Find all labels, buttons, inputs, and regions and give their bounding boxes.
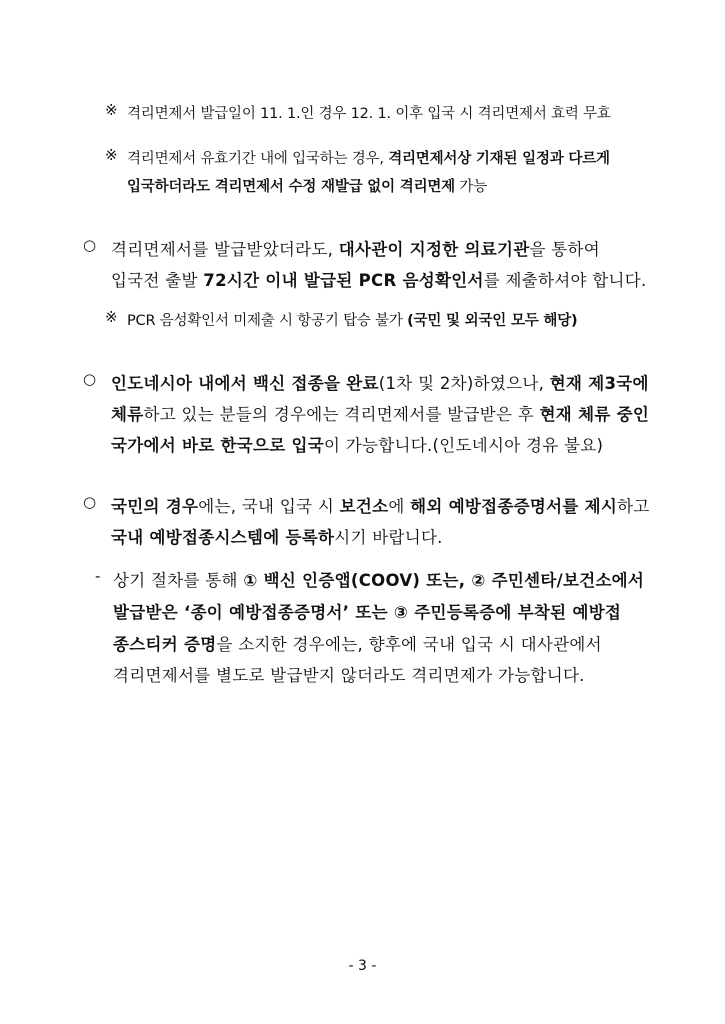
para-emphasis: 현재 제3국에 <box>549 374 649 393</box>
para-emphasis: 국내 예방접종시스템에 등록하 <box>111 528 335 547</box>
note-marker: ※ <box>105 308 118 326</box>
para-text: 상기 절차를 통해 <box>113 571 244 590</box>
para-text: 을 통하여 <box>529 240 600 259</box>
para-emphasis: 종스티커 증명 <box>113 635 217 654</box>
para-pcr-line-2 <box>111 267 647 291</box>
para-emphasis: ① 백신 인증앱(COOV) 또는, ② 주민센타/보건소에서 <box>243 571 645 590</box>
note-text: 격리면제서 유효기간 내에 입국하는 경우, <box>127 151 389 167</box>
para-third-country-line-2 <box>111 401 649 425</box>
para-emphasis: 보건소 <box>339 497 389 516</box>
para-text: 하고 있는 분들의 경우에는 격리면제서를 발급받은 후 <box>143 405 540 424</box>
para-text: 이 가능합니다.(인도네시아 경유 불요) <box>324 436 604 455</box>
note-emphasis: (국민 및 외국인 모두 해당) <box>407 313 578 329</box>
para-pcr-line-1 <box>111 236 600 260</box>
para-text: 격리면제서를 별도로 발급받지 않더라도 격리면제가 가능합니다. <box>113 666 585 685</box>
para-text: 격리면제서를 발급받았더라도, <box>111 240 339 259</box>
circle-bullet: ○ <box>83 370 97 388</box>
para-emphasis: 발급받은 ‘종이 예방접종증명서’ 또는 ③ 주민등록증에 부착된 예방접 <box>113 603 622 622</box>
para-text: 입국전 출발 <box>111 271 204 290</box>
para-emphasis: 국민의 경우 <box>111 497 199 516</box>
note-marker: ※ <box>105 101 118 119</box>
dash-bullet: - <box>95 567 101 585</box>
para-emphasis: 체류 <box>111 405 144 424</box>
note-pcr-boarding <box>127 309 577 330</box>
page-number: - 3 - <box>348 958 377 974</box>
para-citizens-line-2 <box>111 524 443 548</box>
sub-procedure-line-1 <box>113 567 644 591</box>
sub-procedure-line-2 <box>113 599 621 623</box>
sub-procedure-line-3 <box>113 631 602 655</box>
para-emphasis: 인도네시아 내에서 백신 접종을 완료 <box>111 374 379 393</box>
note-marker: ※ <box>105 146 118 164</box>
para-emphasis: 대사관이 지정한 의료기관 <box>338 240 530 259</box>
note-text: 가능 <box>455 179 488 195</box>
para-text: 하고 <box>617 497 650 516</box>
circle-bullet: ○ <box>83 493 97 511</box>
para-citizens-line-1 <box>111 493 650 517</box>
para-text: 을 소지한 경우에는, 향후에 국내 입국 시 대사관에서 <box>216 635 602 654</box>
para-third-country-line-3 <box>111 432 603 456</box>
note-emphasis: 입국하더라도 격리면제서 수정 재발급 없이 격리면제 <box>127 179 455 195</box>
sub-procedure-line-4 <box>113 662 585 686</box>
note-text: PCR 음성확인서 미제출 시 항공기 탑승 불가 <box>127 313 408 329</box>
note-validity-line-1 <box>127 147 610 168</box>
note-text: 격리면제서 발급일이 11. 1.인 경우 12. 1. 이후 입국 시 격리면제서 효력 무효 <box>127 106 611 122</box>
para-text: 시기 바랍니다. <box>334 528 443 547</box>
para-text: 에 <box>388 497 411 516</box>
para-emphasis: 국가에서 바로 한국으로 입국 <box>111 436 325 455</box>
para-emphasis: 72시간 이내 발급된 PCR 음성확인서 <box>203 271 484 290</box>
para-text: 를 제출하셔야 합니다. <box>483 271 647 290</box>
para-third-country-line-1 <box>111 370 649 394</box>
circle-bullet: ○ <box>83 236 97 254</box>
para-emphasis: 해외 예방접종증명서를 제시 <box>410 497 618 516</box>
note-isolation-expiry <box>127 102 611 123</box>
para-emphasis: 현재 체류 중인 <box>539 405 650 424</box>
note-validity-line-2 <box>127 175 487 196</box>
para-text: (1차 및 2차)하였으나, <box>378 374 550 393</box>
note-emphasis: 격리면제서상 기재된 일정과 다르게 <box>388 151 610 167</box>
para-text: 에는, 국내 입국 시 <box>198 497 340 516</box>
